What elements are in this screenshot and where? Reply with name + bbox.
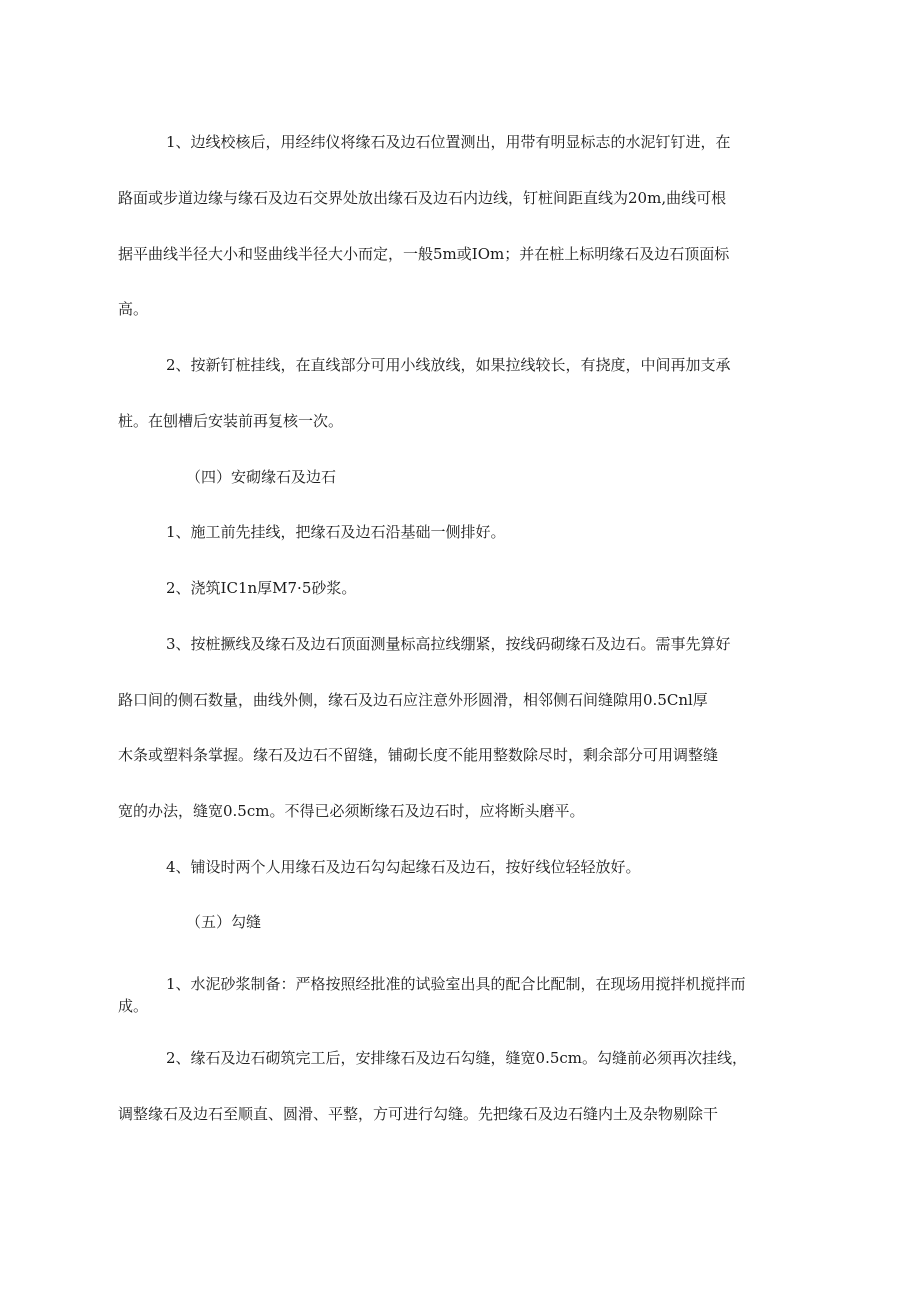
jointing-item-2-line-2: 调整缘石及边石至顺直、圆滑、平整，方可进行勾缝。先把缘石及边石缝内土及杂物剔除干 xyxy=(118,1105,719,1123)
jointing-item-1-line-1: 1、水泥砂浆制备：严格按照经批准的试验室出具的配合比配制，在现场用搅拌机搅拌而 xyxy=(166,975,746,993)
section-heading-4: （四）安砌缘石及边石 xyxy=(186,468,337,486)
paragraph-1-line-1: 1、边线校核后，用经纬仪将缘石及边石位置测出，用带有明显标志的水泥钉钉进，在 xyxy=(166,133,731,151)
paragraph-2-line-2: 桩。在刨槽后安装前再复核一次。 xyxy=(118,412,344,430)
item-3-line-2: 路口间的侧石数量，曲线外侧，缘石及边石应注意外形圆滑，相邻侧石间缝隙用0.5Cnl厚 xyxy=(118,691,708,709)
item-3-line-3: 木条或塑料条掌握。缘石及边石不留缝，铺砌长度不能用整数除尽时，剩余部分可用调整缝 xyxy=(118,746,719,764)
paragraph-1-line-4: 高。 xyxy=(118,300,149,318)
section-heading-5: （五）勾缝 xyxy=(186,913,262,931)
paragraph-2-line-1: 2、按新钉桩挂线，在直线部分可用小线放线，如果拉线较长，有挠度，中间再加支承 xyxy=(166,356,731,374)
item-4-line-1: 4、铺设时两个人用缘石及边石勾勾起缘石及边石，按好线位轻轻放好。 xyxy=(166,858,641,876)
jointing-item-1-line-2: 成。 xyxy=(118,997,149,1015)
item-3-line-1: 3、按桩撅线及缘石及边石顶面测量标高拉线绷紧，按线码砌缘石及边石。需事先算好 xyxy=(166,635,731,653)
paragraph-1-line-3: 据平曲线半径大小和竖曲线半径大小而定，一般5m或IOm；并在桩上标明缘石及边石顶面标 xyxy=(118,245,730,263)
item-3-line-4: 宽的办法，缝宽0.5cm。不得已必须断缘石及边石时，应将断头磨平。 xyxy=(118,802,585,820)
item-1-line-1: 1、施工前先挂线，把缘石及边石沿基础一侧排好。 xyxy=(166,523,506,541)
paragraph-1-line-2: 路面或步道边缘与缘石及边石交界处放出缘石及边石内边线，钉桩间距直线为20m,曲线可根 xyxy=(118,189,727,207)
jointing-item-2-line-1: 2、缘石及边石砌筑完工后，安排缘石及边石勾缝，缝宽0.5cm。勾缝前必须再次挂线， xyxy=(166,1049,748,1067)
item-2-line-1: 2、浇筑IC1n厚M7·5砂浆。 xyxy=(166,579,357,597)
